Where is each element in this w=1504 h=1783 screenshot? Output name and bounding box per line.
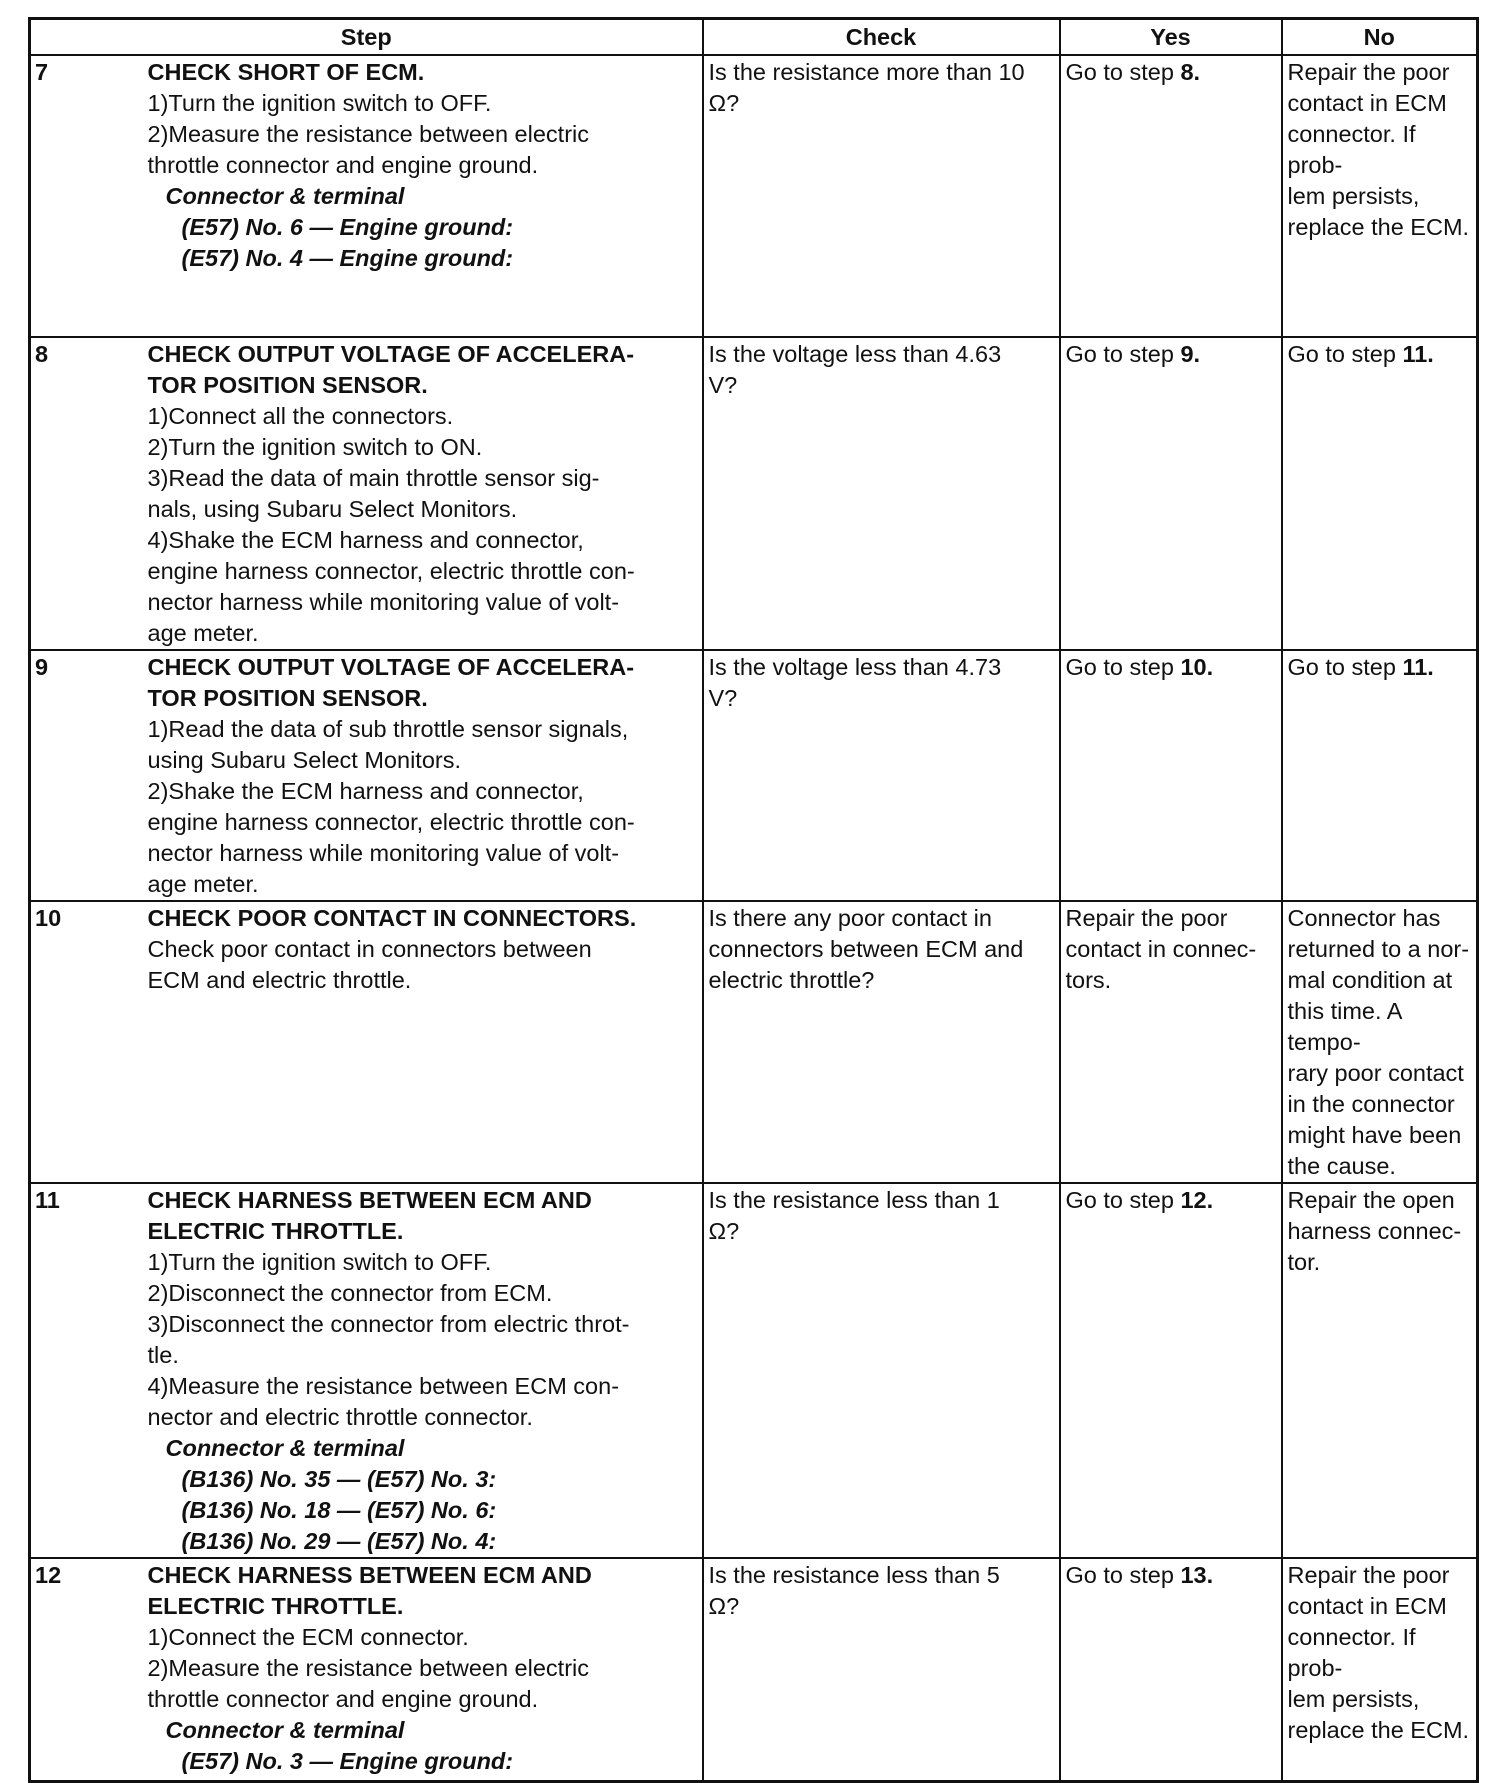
terminal-spec: (B136) No. 18 — (E57) No. 6: [181,1497,497,1523]
step-title: CHECK HARNESS BETWEEN ECM AND [147,1187,592,1213]
step-cell [148,55,703,337]
no-text: Go to step [1287,654,1403,680]
header-row [30,19,1478,56]
check-text: Is the voltage less than 4.73 [708,654,1002,680]
step-instruction: 1)Read the data of sub throttle sensor signals, [147,716,629,742]
step-title: CHECK SHORT OF ECM. [147,59,425,85]
step-number: 9 [30,650,148,901]
table-row [30,55,1478,337]
yes-step-ref: 9. [1180,341,1201,367]
step-cell [148,901,703,1183]
check-text: Is the voltage less than 4.63 [708,341,1002,367]
step-instruction: nals, using Subaru Select Monitors. [147,496,518,522]
terminal-spec: (E57) No. 4 — Engine ground: [181,245,514,271]
step-instruction: tle. [147,1342,179,1368]
yes-step-ref: 8. [1180,59,1201,85]
step-instruction: 4)Measure the resistance between ECM con- [147,1373,620,1399]
step-instruction: 1)Turn the ignition switch to OFF. [147,1249,492,1275]
check-cell [703,337,1060,650]
step-instruction: nector and electric throttle connector. [147,1404,533,1430]
step-instruction: throttle connector and engine ground. [147,1686,539,1712]
check-text: Is the resistance less than 5 [708,1562,1000,1588]
table-row [30,901,1478,1183]
check-text: Is the resistance less than 1 [708,1187,1000,1213]
step-instruction: 2)Measure the resistance between electric [147,121,589,147]
yes-cell [1060,1183,1282,1558]
step-instruction: 1)Connect the ECM connector. [147,1624,469,1650]
no-text: replace the ECM. [1287,1717,1470,1743]
step-instruction: 3)Disconnect the connector from electric throt- [147,1311,630,1337]
yes-text: Go to step [1065,1562,1181,1588]
terminal-spec: (E57) No. 3 — Engine ground: [181,1748,514,1774]
step-number: 10 [30,901,148,1183]
terminal-spec: (B136) No. 29 — (E57) No. 4: [181,1528,497,1554]
yes-cell [1060,55,1282,337]
check-cell [703,901,1060,1183]
connector-label: Connector & terminal [165,1435,405,1461]
table-row [30,650,1478,901]
check-text: V? [708,685,738,711]
step-instruction: age meter. [147,871,259,897]
step-cell [148,650,703,901]
no-text: lem persists, [1287,1686,1420,1712]
check-text: Ω? [708,1218,740,1244]
check-text: Ω? [708,1593,740,1619]
yes-text: Go to step [1065,1187,1181,1213]
step-instruction: 4)Shake the ECM harness and connector, [147,527,584,553]
header-step: Step [30,19,703,56]
no-text: in the connector [1287,1091,1455,1117]
step-title: CHECK HARNESS BETWEEN ECM AND [147,1562,592,1588]
no-text: Repair the poor [1287,1562,1450,1588]
step-title-cont: TOR POSITION SENSOR. [147,372,428,398]
step-instruction: nector harness while monitoring value of volt- [147,840,620,866]
step-cell [148,1558,703,1781]
no-text: lem persists, [1287,183,1420,209]
header-check: Check [703,19,1060,56]
yes-text: tors. [1065,967,1112,993]
step-title-cont: ELECTRIC THROTTLE. [147,1593,404,1619]
yes-cell [1060,901,1282,1183]
step-title: CHECK POOR CONTACT IN CONNECTORS. [147,905,637,931]
step-instruction: age meter. [147,620,259,646]
yes-cell [1060,1558,1282,1781]
step-instruction: engine harness connector, electric throttle con- [147,809,635,835]
table-row [30,1558,1478,1781]
no-step-ref: 11. [1402,341,1434,367]
yes-step-ref: 12. [1180,1187,1214,1213]
table-row [30,1183,1478,1558]
no-text: Go to step [1287,341,1403,367]
connector-label: Connector & terminal [165,1717,405,1743]
step-number: 8 [30,337,148,650]
step-number: 7 [30,55,148,337]
step-instruction: 2)Measure the resistance between electric [147,1655,589,1681]
no-text: Repair the open [1287,1187,1455,1213]
check-text: Is there any poor contact in [708,905,992,931]
check-cell [703,1183,1060,1558]
step-instruction: ECM and electric throttle. [147,967,412,993]
diagnostic-table [28,17,1479,1783]
step-number: 11 [30,1183,148,1558]
no-text: connector. If prob- [1287,1624,1416,1681]
no-text: this time. A tempo- [1287,998,1402,1055]
step-cell [148,1183,703,1558]
no-text: contact in ECM [1287,1593,1447,1619]
step-instruction: engine harness connector, electric throttle con- [147,558,635,584]
no-text: might have been [1287,1122,1462,1148]
header-no: No [1282,19,1478,56]
yes-text: Repair the poor [1065,905,1228,931]
step-instruction: throttle connector and engine ground. [147,152,539,178]
header-yes: Yes [1060,19,1282,56]
step-instruction: nector harness while monitoring value of volt- [147,589,620,615]
no-cell [1282,901,1478,1183]
yes-text: contact in connec- [1065,936,1257,962]
check-cell [703,55,1060,337]
check-cell [703,650,1060,901]
step-title: CHECK OUTPUT VOLTAGE OF ACCELERA- [147,341,635,367]
connector-label: Connector & terminal [165,183,405,209]
check-text: Is the resistance more than 10 [708,59,1025,85]
terminal-spec: (E57) No. 6 — Engine ground: [181,214,514,240]
step-instruction: 1)Connect all the connectors. [147,403,454,429]
step-instruction: 3)Read the data of main throttle sensor sig- [147,465,600,491]
step-instruction: using Subaru Select Monitors. [147,747,461,773]
check-text: electric throttle? [708,967,875,993]
no-text: contact in ECM [1287,90,1447,116]
yes-step-ref: 13. [1180,1562,1214,1588]
yes-step-ref: 10. [1180,654,1214,680]
no-cell [1282,1558,1478,1781]
yes-text: Go to step [1065,59,1181,85]
step-instruction: 2)Turn the ignition switch to ON. [147,434,483,460]
no-text: Repair the poor [1287,59,1450,85]
step-cell [148,337,703,650]
yes-text: Go to step [1065,654,1181,680]
no-text: the cause. [1287,1153,1396,1179]
no-cell [1282,650,1478,901]
check-text: V? [708,372,738,398]
no-text: replace the ECM. [1287,214,1470,240]
no-text: rary poor contact [1287,1060,1464,1086]
no-text: mal condition at [1287,967,1453,993]
step-instruction: 2)Disconnect the connector from ECM. [147,1280,553,1306]
no-cell [1282,1183,1478,1558]
terminal-spec: (B136) No. 35 — (E57) No. 3: [181,1466,497,1492]
step-instruction: Check poor contact in connectors between [147,936,592,962]
no-text: tor. [1287,1249,1321,1275]
no-step-ref: 11. [1402,654,1434,680]
no-text: Connector has [1287,905,1441,931]
table-row [30,337,1478,650]
step-number: 12 [30,1558,148,1781]
check-cell [703,1558,1060,1781]
no-cell [1282,337,1478,650]
step-instruction: 1)Turn the ignition switch to OFF. [147,90,492,116]
no-text: connector. If prob- [1287,121,1416,178]
step-title: CHECK OUTPUT VOLTAGE OF ACCELERA- [147,654,635,680]
yes-text: Go to step [1065,341,1181,367]
step-title-cont: ELECTRIC THROTTLE. [147,1218,404,1244]
step-title-cont: TOR POSITION SENSOR. [147,685,428,711]
step-instruction: 2)Shake the ECM harness and connector, [147,778,584,804]
yes-cell [1060,650,1282,901]
no-text: harness connec- [1287,1218,1462,1244]
no-cell [1282,55,1478,337]
check-text: connectors between ECM and [708,936,1024,962]
no-text: returned to a nor- [1287,936,1470,962]
check-text: Ω? [708,90,740,116]
yes-cell [1060,337,1282,650]
